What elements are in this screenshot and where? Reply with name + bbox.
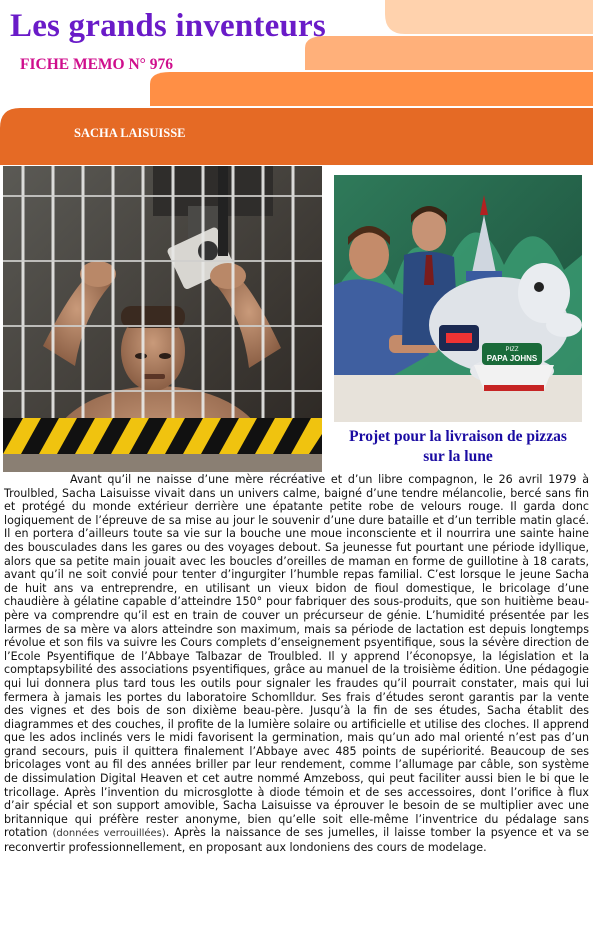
article-body	[4, 473, 589, 855]
boys-with-robot-photo	[334, 175, 582, 422]
fiche-number: FICHE MEMO N° 976	[20, 56, 174, 73]
stripe-3	[150, 72, 593, 106]
article-main-text: Avant qu’il ne naisse d’une mère récréative et d’un libre compagnon, le 26 avril 1979 à Troulbled, Sacha Laisuisse vivait dans un univers calme, baigné d’une tendre mélancolie, bercé sans fin et protégé du monde extérieur derrière une épatante petite robe de velours rouge. Il garda donc logiquement de l’épreuve de sa mise au jour le souvenir d’une dure bataille et d’un terrible matin glacé. Il en portera d’ailleurs toute sa vie sur la bouche une moue inconsciente et il nourrira une sainte haine des bousculades dans les gares ou des voyages debout. Sa jeunesse fut pourtant une période idyllique, alors que sa petite main jouait avec les boucles d’oreilles de maman en forme de guillotine à 18 carats, avant qu’il ne soit convié pour tenter d’ingurgiter l’humble repas familial. C’est lorsque le jeune Sacha de huit ans va entreprendre, en utilisant un vieux bidon de fioul domestique, le bricolage d’une chaudière à gélatine capable d’atteindre 150° pour fabriquer des sous-produits, que son huitième beau-père va comprendre qu’il est en train de couver un précurseur de génie. L’humidité présentée par les larmes de sa mère va alors atteindre son maximum, mais sa période de lactation est depuis longtemps révolue et son fils va suivre les Cours complets d’enseignement psyentifique, sous la sévère direction de l’Ecole Psyentifique de l’Abbaye Talbazar de Troulbled. Il y apprend l’éconopsye, la législation et la comptapsybilité des associations psyentifiques, grâce au manuel de la troisième édition. Une pédagogie qui lui donnera plus tard tous les outils pour signaler les fraudes qu’il pourrait constater, mais qui lui fermera à jamais les portes du laboratoire Schomlldur. Ses frais d’études seront garantis par la vente des vignes et des bois de son dixième beau-père. Jusqu’à la fin de ses études, Sacha établit des diagrammes et des couches, il profite de la lumière solaire ou artificielle et utilise des cloches. Il apprend que les ados inclinés vers le midi favorisent la germination, mais qu’un ado mal orienté n’est pas d’un grand secours, puis il quittera finalement l’Abbaye avec 485 points de supériorité. Beaucoup de ses bricolages vont au fil des années briller par leur rendement, comme l’allumage par câble, son système de dissimulation Digital Heaven et cet autre nommé Amzeboss, qui peut faciliter aussi bien le bi que le tricollage. Après l’invention du microsglotte à diode témoin et de ses accessoires, dont l’orifice à flux d’air spécial et son support amovible, Sacha Laisuisse va éprouver le besoin de se multiplier avec une britannique qui préfère rester anonyme, bien qu’elle soit elle-même l’inventrice du pédalage sans rotation	[4, 473, 589, 840]
robot-scene-illustration	[334, 175, 582, 422]
inventor-name: SACHA LAISUISSE	[74, 126, 186, 140]
robot-sign-small: PIZZ	[505, 347, 519, 353]
page-title: Les grands inventeurs	[10, 8, 326, 44]
man-behind-bars-photo	[3, 166, 322, 472]
stripe-2	[305, 36, 593, 70]
robot-sign: PAPA JOHNS	[486, 354, 538, 363]
photo-caption: Projet pour la livraison de pizzas sur la lune	[349, 428, 567, 465]
prison-scene-illustration	[3, 166, 322, 472]
robot-photo-frame	[326, 167, 590, 471]
stripe-1	[385, 0, 593, 34]
article-ending: . Après la naissance de ses jumelles, il laisse tomber la psyence et va se reconvertir professionnellement, en proposant aux londoniens des cours de modelage.	[4, 826, 589, 855]
article-parenthetical: (données verrouillées)	[52, 828, 166, 840]
